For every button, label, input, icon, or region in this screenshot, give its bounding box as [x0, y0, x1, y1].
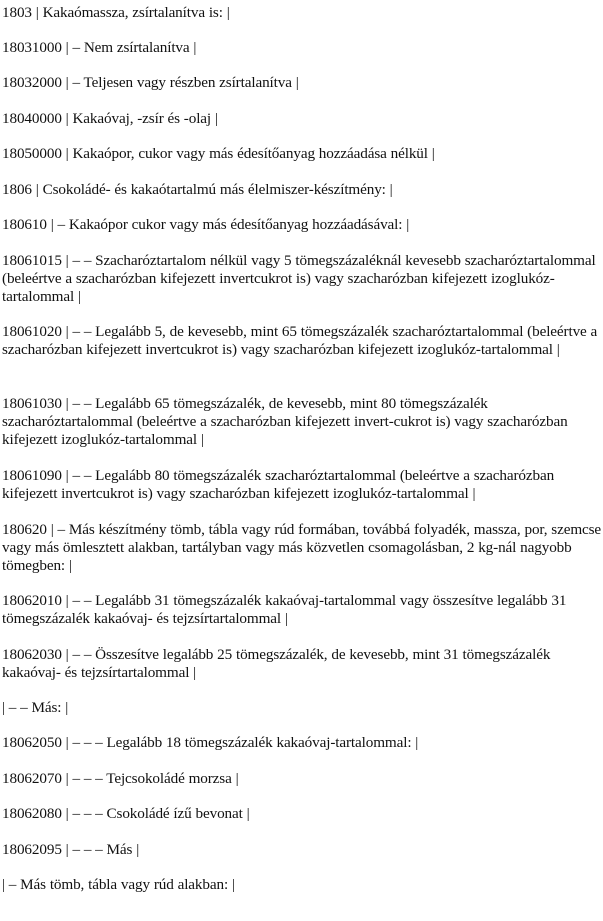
tariff-entry-text: 18040000 | Kakaóvaj, -zsír és -olaj | — [2, 110, 218, 127]
tariff-entry — [2, 252, 603, 307]
tariff-entry — [2, 181, 603, 199]
tariff-entry-text: 18062080 | – – – Csokoládé ízű bevonat | — [2, 805, 250, 822]
tariff-entry-text: 18061015 | – – Szacharóztartalom nélkül vagy 5 tömegszázaléknál kevesebb szacharóztartalommal (beleértve a szacharózban kifejezett invertcukrot is) vagy szacharózban kifejezett izoglukóz-tartalommal | — [2, 252, 596, 306]
tariff-entry — [2, 74, 603, 92]
tariff-entry-text: 18062050 | – – – Legalább 18 tömegszázalék kakaóvaj-tartalommal: | — [2, 734, 419, 751]
tariff-entry — [2, 39, 603, 57]
tariff-entry-text: 18061030 | – – Legalább 65 tömegszázalék, de kevesebb, mint 80 tömegszázalék szacharóztartalommal (beleértve a szacharózban kifejezett invert-cukrot is) vagy szacharózban kifejezett izoglukóz-tartalommal | — [2, 395, 568, 449]
tariff-entry — [2, 4, 603, 22]
tariff-entry — [2, 734, 603, 752]
tariff-entry — [2, 521, 603, 576]
tariff-entry — [2, 323, 603, 359]
tariff-entry — [2, 699, 603, 717]
tariff-entry-text: | – – Más: | — [2, 699, 69, 716]
tariff-entry-text: 18062030 | – – Összesítve legalább 25 tömegszázalék, de kevesebb, mint 31 tömegszázalék kakaóvaj- és tejzsírtartalommal | — [2, 646, 551, 682]
tariff-entry-text: 18050000 | Kakaópor, cukor vagy más édesítőanyag hozzáadása nélkül | — [2, 145, 435, 162]
tariff-entry-text: 1803 | Kakaómassza, zsírtalanítva is: | — [2, 4, 230, 21]
tariff-entry — [2, 467, 603, 503]
tariff-entry — [2, 592, 603, 628]
tariff-entry-text: 18061090 | – – Legalább 80 tömegszázalék szacharóztartalommal (beleértve a szacharózban kifejezett invertcukrot is) vagy szacharózban kifejezett izoglukóz-tartalommal | — [2, 467, 555, 503]
tariff-entry — [2, 145, 603, 163]
tariff-entry — [2, 770, 603, 788]
tariff-entry-text: 18061020 | – – Legalább 5, de kevesebb, mint 65 tömegszázalék szacharóztartalommal (beleértve a szacharózban kifejezett invertcukrot is) vagy szacharózban kifejezett izoglukóz-tartalommal | — [2, 323, 598, 359]
tariff-entry-text: 1806 | Csokoládé- és kakaótartalmú más élelmiszer-készítmény: | — [2, 181, 393, 198]
tariff-entry-text: 18062070 | – – – Tejcsokoládé morzsa | — [2, 770, 239, 787]
tariff-entry-text: | – Más tömb, tábla vagy rúd alakban: | — [2, 876, 235, 893]
tariff-entry-text: 18032000 | – Teljesen vagy részben zsírtalanítva | — [2, 74, 299, 91]
tariff-entry — [2, 841, 603, 859]
tariff-entry-text: 18062010 | – – Legalább 31 tömegszázalék kakaóvaj-tartalommal vagy összesítve legalább 31 tömegszázalék kakaóvaj- és tejzsírtartalommal | — [2, 592, 567, 628]
tariff-entry-text: 180610 | – Kakaópor cukor vagy más édesítőanyag hozzáadásával: | — [2, 216, 410, 233]
tariff-entry — [2, 805, 603, 823]
tariff-entry-text: 18062095 | – – – Más | — [2, 841, 140, 858]
tariff-entry — [2, 395, 603, 450]
tariff-entry — [2, 876, 603, 894]
tariff-entry-text: 180620 | – Más készítmény tömb, tábla vagy rúd formában, továbbá folyadék, massza, por, szemcse vagy más ömlesztett alakban, tartályban vagy más közvetlen csomagolásban, 2 kg-nál nagyobb tömegben: | — [2, 521, 602, 575]
tariff-entry — [2, 216, 603, 234]
tariff-entry-text: 18031000 | – Nem zsírtalanítva | — [2, 39, 197, 56]
tariff-entry — [2, 646, 603, 682]
tariff-entry — [2, 110, 603, 128]
